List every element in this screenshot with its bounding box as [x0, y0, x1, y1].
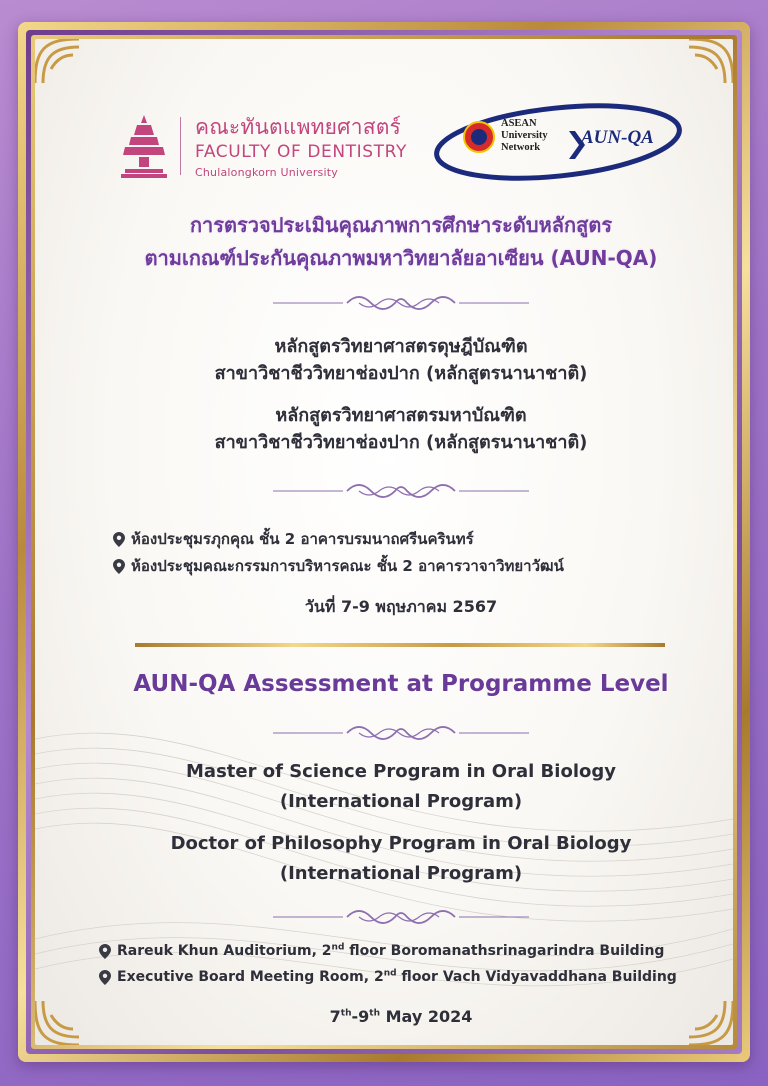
- flourish-divider-icon: [273, 291, 529, 315]
- english-location2: [99, 969, 677, 985]
- english-location2-text: [117, 969, 677, 985]
- loc2-post: floor Vach Vidyavaddhana Building: [396, 969, 677, 985]
- thai-location2: [113, 554, 564, 578]
- english-program2-line1: Doctor of Philosophy Program in Oral Biology: [170, 833, 632, 854]
- english-location1: [99, 943, 664, 959]
- map-pin-icon: [113, 559, 125, 574]
- corner-ornament-icon: [679, 39, 733, 93]
- logo-divider: [180, 117, 181, 175]
- asean-line: ASEAN: [501, 118, 537, 129]
- university-name: Chulalongkorn University: [195, 166, 338, 179]
- poster-frame: [18, 22, 750, 1062]
- thai-program1-line2: สาขาวิชาชีววิทยาช่องปาก (หลักสูตรนานาชาติ): [214, 363, 588, 384]
- date-sep: -9: [351, 1007, 370, 1026]
- thai-location1: [113, 527, 474, 551]
- thai-heading-line2: ตามเกณฑ์ประกันคุณภาพมหาวิทยาลัยอาเซียน (AUN-QA): [144, 246, 658, 270]
- date-rest: May 2024: [380, 1007, 473, 1026]
- frame-purple-band: [26, 30, 742, 1054]
- flourish-divider-icon: [273, 905, 529, 929]
- thai-location1-text: ห้องประชุมรภุกคุณ ชั้น 2 อาคารบรมนาถศรีนครินทร์: [131, 530, 474, 548]
- loc1-pre: Rareuk Khun Auditorium, 2: [117, 943, 332, 959]
- faculty-name-thai: คณะทันตแพทยศาสตร์: [195, 115, 402, 139]
- english-program1-line1: Master of Science Program in Oral Biology: [186, 761, 616, 782]
- asean-line: University: [501, 130, 548, 141]
- thai-heading-line1: การตรวจประเมินคุณภาพการศึกษาระดับหลักสูตร: [189, 213, 613, 237]
- map-pin-icon: [99, 944, 111, 959]
- date-sup2: th: [369, 1008, 381, 1019]
- asean-network-text: [501, 118, 548, 154]
- thai-program2-line1: หลักสูตรวิทยาศาสตรมหาบัณฑิต: [275, 405, 527, 426]
- thai-location2-text: ห้องประชุมคณะกรรมการบริหารคณะ ชั้น 2 อาคารวาจาวิทยาวัฒน์: [131, 557, 564, 575]
- thai-date: วันที่ 7-9 พฤษภาคม 2567: [304, 597, 498, 616]
- corner-ornament-icon: [35, 39, 89, 93]
- english-program2-line2: (International Program): [279, 863, 523, 884]
- english-program1-line2: (International Program): [279, 791, 523, 812]
- map-pin-icon: [113, 532, 125, 547]
- map-pin-icon: [99, 970, 111, 985]
- loc1-post: floor Boromanathsrinagarindra Building: [344, 943, 665, 959]
- english-location1-text: [117, 943, 664, 959]
- loc2-sup: nd: [383, 968, 397, 979]
- loc2-pre: Executive Board Meeting Room, 2: [117, 969, 384, 985]
- chula-crest-logo-icon: [119, 113, 169, 179]
- thai-program1-line1: หลักสูตรวิทยาศาสตรดุษฎีบัณฑิต: [274, 336, 528, 357]
- frame-gold-band: [31, 35, 737, 1049]
- faculty-name-english: FACULTY OF DENTISTRY: [195, 142, 407, 162]
- thai-program2-line2: สาขาวิชาชีววิทยาช่องปาก (หลักสูตรนานาชาติ): [214, 432, 588, 453]
- date-sup1: th: [340, 1008, 352, 1019]
- loc1-sup: nd: [331, 942, 345, 953]
- date-day1: 7: [329, 1007, 341, 1026]
- english-date: [35, 1007, 733, 1026]
- flourish-divider-icon: [273, 479, 529, 503]
- gold-divider: [135, 643, 665, 647]
- aunqa-logo-text: AUN-QA: [581, 127, 654, 148]
- english-title: AUN-QA Assessment at Programme Level: [133, 671, 669, 697]
- asean-line: Network: [501, 142, 541, 153]
- flourish-divider-icon: [273, 721, 529, 745]
- poster-panel: [35, 39, 733, 1045]
